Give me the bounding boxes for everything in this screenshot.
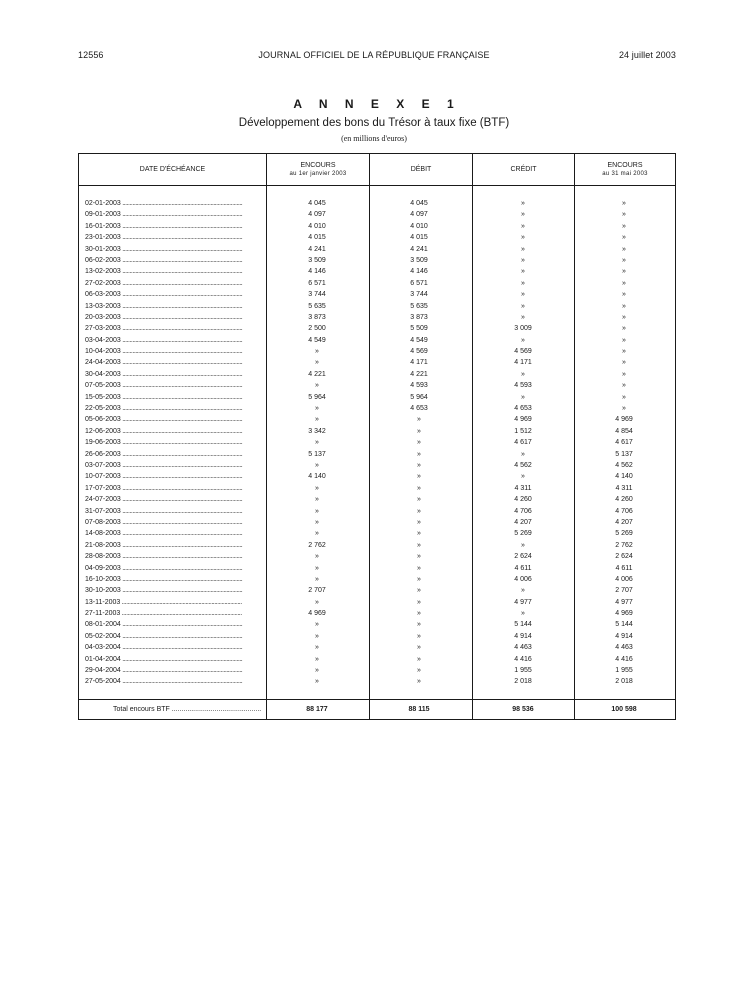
maturity-date: 27-11-2003 .....	[85, 608, 260, 619]
maturity-date: 06-02-2003 .....	[85, 255, 260, 266]
credit: »	[521, 450, 525, 458]
opening-balance: 3 873	[308, 313, 326, 321]
credit: 4 969	[514, 416, 532, 424]
opening-balance: »	[315, 644, 319, 652]
table-body	[79, 198, 675, 688]
maturity-date: 07-05-2003 .....	[85, 380, 260, 391]
debit: 6 571	[410, 279, 428, 287]
opening-balance: 2 762	[308, 541, 326, 549]
closing-balance: »	[622, 348, 626, 356]
credit: 4 569	[514, 348, 532, 356]
closing-balance: »	[622, 279, 626, 287]
debit: »	[417, 564, 421, 572]
opening-balance: 4 549	[308, 336, 326, 344]
debit: 3 873	[410, 313, 428, 321]
col-header-label: CRÉDIT	[510, 165, 537, 173]
col-header-sub: au 31 mai 2003	[602, 170, 648, 177]
header-divider	[79, 185, 675, 186]
closing-balance: 4 854	[615, 427, 633, 435]
col-header-opening	[267, 154, 369, 185]
opening-balance: »	[315, 632, 319, 640]
maturity-date: 13-11-2003 .....	[85, 597, 260, 608]
table-row	[79, 198, 675, 209]
opening-balance: »	[315, 382, 319, 390]
maturity-date: 16-01-2003 .....	[85, 221, 260, 232]
closing-balance: 2 624	[615, 553, 633, 561]
debit: »	[417, 655, 421, 663]
debit: 4 593	[410, 382, 428, 390]
credit: 4 171	[514, 359, 532, 367]
col-header-date	[79, 154, 266, 185]
btf-table	[78, 153, 676, 720]
table-row	[79, 426, 675, 437]
debit: »	[417, 450, 421, 458]
opening-balance: »	[315, 496, 319, 504]
credit: »	[521, 211, 525, 219]
closing-balance: »	[622, 256, 626, 264]
debit: »	[417, 644, 421, 652]
publication-date: 24 juillet 2003	[618, 50, 676, 60]
table-row	[79, 540, 675, 551]
credit: 4 207	[514, 518, 532, 526]
debit: »	[417, 678, 421, 686]
debit: »	[417, 427, 421, 435]
credit: »	[521, 302, 525, 310]
credit: »	[521, 234, 525, 242]
table-row	[79, 357, 675, 368]
table-row	[79, 494, 675, 505]
opening-balance: »	[315, 655, 319, 663]
debit: 4 241	[410, 245, 428, 253]
closing-balance: 4 260	[615, 496, 633, 504]
opening-balance: »	[315, 461, 319, 469]
table-row	[79, 392, 675, 403]
closing-balance: 4 416	[615, 655, 633, 663]
credit: »	[521, 268, 525, 276]
opening-balance: 5 137	[308, 450, 326, 458]
units-note: (en millions d'euros)	[341, 134, 407, 143]
opening-balance: 4 097	[308, 211, 326, 219]
table-row	[79, 460, 675, 471]
debit: »	[417, 610, 421, 618]
maturity-date: 27-03-2003 .....	[85, 323, 260, 334]
col-header-label: DÉBIT	[410, 165, 432, 173]
closing-balance: »	[622, 234, 626, 242]
closing-balance: 4 914	[615, 632, 633, 640]
table-row	[79, 289, 675, 300]
opening-balance: »	[315, 553, 319, 561]
debit: »	[417, 461, 421, 469]
closing-balance: 4 562	[615, 461, 633, 469]
maturity-date: 12-06-2003 .....	[85, 426, 260, 437]
opening-balance: »	[315, 359, 319, 367]
debit: »	[417, 496, 421, 504]
closing-balance: »	[622, 370, 626, 378]
annex-heading: A N N E X E 1	[293, 97, 461, 111]
closing-balance: »	[622, 200, 626, 207]
opening-balance: 4 241	[308, 245, 326, 253]
credit: 2 624	[514, 553, 532, 561]
opening-balance: 4 045	[308, 200, 326, 207]
table-row	[79, 437, 675, 448]
closing-balance: 4 969	[615, 610, 633, 618]
opening-balance: »	[315, 621, 319, 629]
opening-balance: »	[315, 598, 319, 606]
closing-balance: »	[622, 405, 626, 413]
total-debit: 88 115	[408, 706, 430, 713]
maturity-date: 05-06-2003 .....	[85, 414, 260, 425]
table-row	[79, 312, 675, 323]
maturity-date: 29-04-2004 .....	[85, 665, 260, 676]
debit: »	[417, 484, 421, 492]
maturity-date: 06-03-2003 .....	[85, 289, 260, 300]
maturity-date: 30-01-2003 .....	[85, 244, 260, 255]
table-row	[79, 665, 675, 676]
credit: »	[521, 610, 525, 618]
table-row	[79, 551, 675, 562]
maturity-date: 26-06-2003 .....	[85, 449, 260, 460]
opening-balance: »	[315, 484, 319, 492]
closing-balance: »	[622, 382, 626, 390]
credit: »	[521, 541, 525, 549]
debit: 4 010	[410, 222, 428, 230]
closing-balance: 2 707	[615, 587, 633, 595]
closing-balance: 4 977	[615, 598, 633, 606]
closing-balance: 4 706	[615, 507, 633, 515]
opening-balance: 4 015	[308, 234, 326, 242]
table-row	[79, 244, 675, 255]
table-row	[79, 369, 675, 380]
credit: 4 593	[514, 382, 532, 390]
credit: »	[521, 370, 525, 378]
credit: 4 006	[514, 575, 532, 583]
debit: »	[417, 667, 421, 675]
closing-balance: 5 269	[615, 530, 633, 538]
closing-balance: 4 969	[615, 416, 633, 424]
table-row	[79, 608, 675, 619]
closing-balance: 2 762	[615, 541, 633, 549]
debit: 4 045	[410, 200, 428, 207]
maturity-date: 16-10-2003 .....	[85, 574, 260, 585]
debit: »	[417, 553, 421, 561]
opening-balance: 4 969	[308, 610, 326, 618]
credit: 2 018	[514, 678, 532, 686]
credit: 3 009	[514, 325, 532, 333]
credit: »	[521, 279, 525, 287]
opening-balance: 3 342	[308, 427, 326, 435]
credit: »	[521, 291, 525, 299]
closing-balance: »	[622, 222, 626, 230]
credit: 4 914	[514, 632, 532, 640]
maturity-date: 03-04-2003 .....	[85, 335, 260, 346]
table-row	[79, 414, 675, 425]
table-row	[79, 346, 675, 357]
opening-balance: 4 140	[308, 473, 326, 481]
debit: »	[417, 518, 421, 526]
credit: »	[521, 222, 525, 230]
table-row	[79, 483, 675, 494]
maturity-date: 05-02-2004 .....	[85, 631, 260, 642]
closing-balance: 2 018	[615, 678, 633, 686]
credit: »	[521, 587, 525, 595]
table-row	[79, 278, 675, 289]
opening-balance: »	[315, 564, 319, 572]
table-row	[79, 335, 675, 346]
debit: »	[417, 473, 421, 481]
closing-balance: 4 006	[615, 575, 633, 583]
table-row	[79, 209, 675, 220]
debit: »	[417, 416, 421, 424]
credit: 4 463	[514, 644, 532, 652]
col-header-label: ENCOURS	[300, 161, 336, 169]
debit: »	[417, 530, 421, 538]
credit: »	[521, 313, 525, 321]
closing-balance: »	[622, 359, 626, 367]
maturity-date: 20-03-2003 .....	[85, 312, 260, 323]
credit: 4 706	[514, 507, 532, 515]
maturity-date: 08-01-2004 .....	[85, 619, 260, 630]
maturity-date: 13-02-2003 .....	[85, 266, 260, 277]
debit: 5 509	[410, 325, 428, 333]
debit: »	[417, 439, 421, 447]
maturity-date: 10-07-2003 .....	[85, 471, 260, 482]
closing-balance: »	[622, 291, 626, 299]
closing-balance: 5 137	[615, 450, 633, 458]
table-row	[79, 597, 675, 608]
closing-balance: »	[622, 245, 626, 253]
table-row	[79, 619, 675, 630]
credit: »	[521, 245, 525, 253]
total-credit: 98 536	[512, 706, 534, 713]
debit: 4 653	[410, 405, 428, 413]
credit: »	[521, 200, 525, 207]
table-row	[79, 585, 675, 596]
opening-balance: »	[315, 439, 319, 447]
table-row	[79, 323, 675, 334]
credit: »	[521, 336, 525, 344]
opening-balance: »	[315, 678, 319, 686]
debit: 4 171	[410, 359, 428, 367]
col-header-debit	[370, 154, 472, 185]
closing-balance: 4 207	[615, 518, 633, 526]
maturity-date: 17-07-2003 .....	[85, 483, 260, 494]
closing-balance: »	[622, 325, 626, 333]
maturity-date: 15-05-2003 .....	[85, 392, 260, 403]
table-row	[79, 528, 675, 539]
maturity-date: 03-07-2003 .....	[85, 460, 260, 471]
opening-balance: 4 146	[308, 268, 326, 276]
closing-balance: 4 463	[615, 644, 633, 652]
maturity-date: 31-07-2003 .....	[85, 506, 260, 517]
maturity-date: 14-08-2003 .....	[85, 528, 260, 539]
table-row	[79, 676, 675, 687]
closing-balance: 5 144	[615, 621, 633, 629]
table-row	[79, 517, 675, 528]
closing-balance: »	[622, 211, 626, 219]
maturity-date: 21-08-2003 .....	[85, 540, 260, 551]
opening-balance: 5 964	[308, 393, 326, 401]
debit: 4 097	[410, 211, 428, 219]
debit: 4 549	[410, 336, 428, 344]
annex-subtitle: Développement des bons du Trésor à taux fixe (BTF)	[238, 117, 510, 129]
maturity-date: 27-05-2004 .....	[85, 676, 260, 687]
opening-balance: 4 221	[308, 370, 326, 378]
credit: 4 311	[514, 484, 532, 492]
debit: 4 569	[410, 348, 428, 356]
col-header-credit	[473, 154, 574, 185]
maturity-date: 04-09-2003 .....	[85, 563, 260, 574]
debit: 4 221	[410, 370, 428, 378]
closing-balance: 4 617	[615, 439, 633, 447]
opening-balance: 3 509	[308, 256, 326, 264]
debit: »	[417, 541, 421, 549]
table-row	[79, 232, 675, 243]
credit: 4 562	[514, 461, 532, 469]
debit: »	[417, 598, 421, 606]
table-row	[79, 449, 675, 460]
debit: 3 509	[410, 256, 428, 264]
table-row	[79, 301, 675, 312]
table-row	[79, 471, 675, 482]
closing-balance: 4 140	[615, 473, 633, 481]
credit: »	[521, 393, 525, 401]
credit: 4 977	[514, 598, 532, 606]
table-row	[79, 574, 675, 585]
total-label: Total encours BTF .....	[113, 700, 261, 720]
closing-balance: »	[622, 313, 626, 321]
closing-balance: 4 611	[615, 564, 633, 572]
maturity-date: 22-05-2003 .....	[85, 403, 260, 414]
maturity-date: 19-06-2003 .....	[85, 437, 260, 448]
credit: 4 416	[514, 655, 532, 663]
debit: »	[417, 621, 421, 629]
opening-balance: 2 500	[308, 325, 326, 333]
opening-balance: 4 010	[308, 222, 326, 230]
debit: »	[417, 507, 421, 515]
maturity-date: 30-04-2003 .....	[85, 369, 260, 380]
table-row	[79, 631, 675, 642]
maturity-date: 30-10-2003 .....	[85, 585, 260, 596]
closing-balance: »	[622, 268, 626, 276]
total-row	[79, 700, 675, 720]
opening-balance: »	[315, 416, 319, 424]
closing-balance: »	[622, 302, 626, 310]
maturity-date: 24-07-2003 .....	[85, 494, 260, 505]
opening-balance: »	[315, 518, 319, 526]
closing-balance: »	[622, 393, 626, 401]
credit: »	[521, 473, 525, 481]
debit: »	[417, 632, 421, 640]
maturity-date: 09-01-2003 .....	[85, 209, 260, 220]
debit: »	[417, 587, 421, 595]
credit: »	[521, 256, 525, 264]
table-row	[79, 506, 675, 517]
credit: 1 955	[514, 667, 532, 675]
maturity-date: 28-08-2003 .....	[85, 551, 260, 562]
debit: 4 015	[410, 234, 428, 242]
credit: 4 617	[514, 439, 532, 447]
maturity-date: 24-04-2003 .....	[85, 357, 260, 368]
opening-balance: 6 571	[308, 279, 326, 287]
maturity-date: 01-04-2004 .....	[85, 654, 260, 665]
opening-balance: »	[315, 530, 319, 538]
opening-balance: »	[315, 348, 319, 356]
credit: 1 512	[514, 427, 532, 435]
closing-balance: »	[622, 336, 626, 344]
maturity-date: 10-04-2003 .....	[85, 346, 260, 357]
table-row	[79, 266, 675, 277]
journal-title: JOURNAL OFFICIEL DE LA RÉPUBLIQUE FRANÇAISE	[258, 50, 490, 60]
opening-balance: 5 635	[308, 302, 326, 310]
table-row	[79, 380, 675, 391]
table-row	[79, 255, 675, 266]
debit: »	[417, 575, 421, 583]
debit: 5 635	[410, 302, 428, 310]
credit: 5 269	[514, 530, 532, 538]
col-header-closing	[575, 154, 675, 185]
table-row	[79, 403, 675, 414]
opening-balance: »	[315, 667, 319, 675]
col-header-label: ENCOURS	[607, 161, 643, 169]
maturity-date: 27-02-2003 .....	[85, 278, 260, 289]
opening-balance: 3 744	[308, 291, 326, 299]
credit: 4 260	[514, 496, 532, 504]
opening-balance: »	[315, 575, 319, 583]
opening-balance: »	[315, 405, 319, 413]
maturity-date: 23-01-2003 .....	[85, 232, 260, 243]
total-closing: 100 598	[611, 706, 637, 713]
table-row	[79, 642, 675, 653]
maturity-date: 13-03-2003 .....	[85, 301, 260, 312]
col-header-sub: au 1er janvier 2003	[289, 170, 347, 177]
maturity-date: 04-03-2004 .....	[85, 642, 260, 653]
debit: 3 744	[410, 291, 428, 299]
table-row	[79, 563, 675, 574]
closing-balance: 4 311	[615, 484, 633, 492]
table-row	[79, 654, 675, 665]
maturity-date: 02-01-2003 .....	[85, 198, 260, 209]
credit: 5 144	[514, 621, 532, 629]
page-number: 12556	[78, 50, 104, 60]
closing-balance: 1 955	[615, 667, 633, 675]
opening-balance: 2 707	[308, 587, 326, 595]
col-header-label: DATE D'ÉCHÉANCE	[139, 165, 206, 173]
maturity-date: 07-08-2003 .....	[85, 517, 260, 528]
credit: 4 611	[514, 564, 532, 572]
debit: 5 964	[410, 393, 428, 401]
table-row	[79, 221, 675, 232]
debit: 4 146	[410, 268, 428, 276]
credit: 4 653	[514, 405, 532, 413]
total-opening: 88 177	[306, 706, 328, 713]
opening-balance: »	[315, 507, 319, 515]
